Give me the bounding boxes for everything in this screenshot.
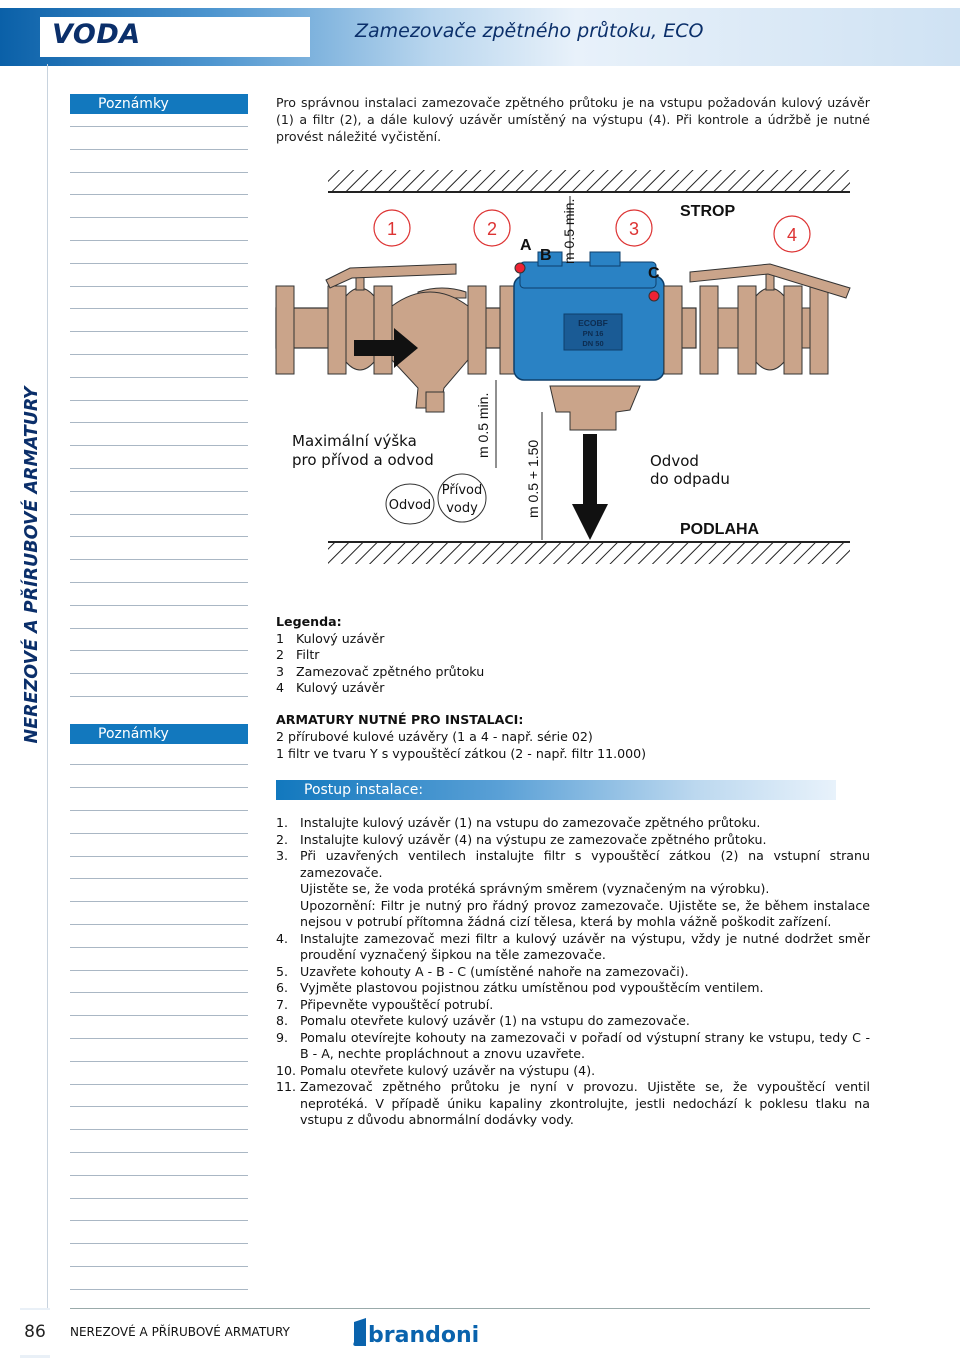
note-line: [70, 308, 248, 309]
page-number: 86: [20, 1310, 50, 1355]
note-line: [70, 377, 248, 378]
note-line: [70, 1152, 248, 1153]
side-divider: [47, 64, 48, 1309]
side-section-title: NEREZOVÉ A PŘÍRUBOVÉ ARMATURY: [22, 386, 42, 744]
inlet-label-1: Přívod: [441, 483, 483, 498]
note-line: [70, 1061, 248, 1062]
tap-c-label: C: [648, 265, 660, 282]
step-item: 9. Pomalu otevírejte kohouty na zamezovači v pořadí od výstupní strany ke vstupu, tedy C - B - A, nechte propláchnout a znovu uzavřete.: [276, 1029, 870, 1061]
page-header: [0, 0, 960, 66]
step-item: Upozornění: Filtr je nutný pro řádný provoz zamezovače. Ujistěte se, že během instalace nejsou v potrubí přítomna žádná cizí tělesa, která by mohla vážně poškodit zařízení.: [300, 897, 870, 929]
step-item: 7. Připevněte vypouštěcí potrubí.: [276, 996, 494, 1012]
note-line: [70, 1198, 248, 1199]
step-item: Ujistěte se, že voda protéká správným směrem (vyznačeným na výrobku).: [300, 881, 770, 896]
note-line: [70, 673, 248, 674]
note-line: [70, 1038, 248, 1039]
inlet-label-2: vody: [446, 501, 478, 516]
note-line: [70, 924, 248, 925]
marker-4: 4: [786, 225, 798, 245]
required-fittings-line: 1 filtr ve tvaru Y s vypouštěcí zátkou (2 - např. filtr 11.000): [276, 746, 647, 761]
legend-item: 4 Kulový uzávěr: [276, 680, 385, 695]
note-line: [70, 1243, 248, 1244]
legend-title: Legenda:: [276, 614, 342, 629]
step-item: 1. Instalujte kulový uzávěr (1) na vstupu do zamezovače zpětného průtoku.: [276, 815, 761, 830]
note-line: [70, 605, 248, 606]
floor-hatch: [328, 542, 850, 564]
note-line: [70, 354, 248, 355]
note-line: [70, 422, 248, 423]
marker-2: 2: [486, 219, 498, 239]
note-line: [70, 1015, 248, 1016]
note-line: [70, 833, 248, 834]
height-range-label: m 0.5 + 1.50: [525, 439, 541, 518]
note-line: [70, 1266, 248, 1267]
ceiling-label: STROP: [680, 203, 736, 220]
note-line: [70, 1175, 248, 1176]
note-line: [70, 1106, 248, 1107]
outlet-label: Odvod: [388, 498, 432, 513]
page-title: VODA: [52, 19, 141, 50]
note-line: [70, 491, 248, 492]
legend-item: 3 Zamezovač zpětného průtoku: [276, 663, 485, 679]
note-line: [70, 468, 248, 469]
step-item: 6. Vyjměte plastovou pojistnou zátku umístěnou pod vypouštěcím ventilem.: [276, 980, 764, 995]
procedure-heading-label: Postup instalace:: [304, 782, 424, 798]
step-item: 8. Pomalu otevřete kulový uzávěr (1) na vstupu do zamezovače.: [276, 1013, 690, 1028]
notes-label-top: Poznámky: [70, 94, 248, 114]
valve-1-handle: [326, 264, 456, 288]
clearance-mid-label: m 0.5 min.: [475, 392, 491, 458]
tap-b-label: B: [540, 247, 552, 264]
marker-3: 3: [628, 219, 640, 239]
note-line: [70, 878, 248, 879]
note-line: [70, 856, 248, 857]
note-line: [70, 263, 248, 264]
note-line: [70, 696, 248, 697]
brand-name: brandoni: [368, 1323, 480, 1348]
step-item: 5. Uzavřete kohouty A - B - C (umístěné nahoře na zamezovači).: [276, 963, 689, 979]
floor-label: PODLAHA: [680, 521, 760, 538]
note-line: [70, 628, 248, 629]
brandoni-logo: [352, 1316, 480, 1350]
note-line: [70, 536, 248, 537]
note-line: [70, 901, 248, 902]
required-fittings: [276, 711, 836, 762]
step-item: 4. Instalujte zamezovač mezi filtr a kulový uzávěr na výstupu, vždy je nutné dodržet směr proudění vyznačený šipkou na těle zamezovače.: [276, 930, 870, 962]
note-line: [70, 1129, 248, 1130]
note-line: [70, 445, 248, 446]
note-line: [70, 126, 248, 127]
note-line: [70, 331, 248, 332]
drain-arrow: [572, 504, 608, 540]
note-line: [70, 764, 248, 765]
plate-text-1: ECOBF: [578, 318, 608, 328]
footer-divider: [70, 1308, 870, 1309]
step-item: 11. Zamezovač zpětného průtoku je nyní v provozu. Ujistěte se, že vypouštěcí ventil neprotéká. V případě úniku kapaliny zkontrolujte, jestli nedochází k poklesu tlaku na vstupu z důvodu abnormální dodávky vody.: [276, 1079, 870, 1127]
step-item: 3. Při uzavřených ventilech instalujte filtr s vypouštěcí zátkou (2) na vstupní stranu zamezovače.: [276, 848, 870, 880]
installation-procedure-heading: [276, 780, 836, 800]
drain-funnel: [550, 386, 640, 430]
max-height-line-1: Maximální výška: [292, 432, 417, 450]
drain-label-1: Odvod: [650, 452, 699, 470]
legend-item: 1 Kulový uzávěr: [276, 630, 385, 646]
note-line: [70, 650, 248, 651]
plate-text-2: PN 16: [582, 329, 604, 338]
plate-text-3: DN 50: [582, 339, 604, 348]
note-line: [70, 1220, 248, 1221]
note-line: [70, 400, 248, 401]
tap-a-label: A: [520, 237, 532, 254]
note-line: [70, 947, 248, 948]
note-line: [70, 1084, 248, 1085]
note-line: [70, 217, 248, 218]
footer-section: NEREZOVÉ A PŘÍRUBOVÉ ARMATURY: [70, 1325, 290, 1339]
step-item: 2. Instalujte kulový uzávěr (4) na výstupu ze zamezovače zpětného průtoku.: [276, 831, 767, 847]
note-line: [70, 582, 248, 583]
note-line: [70, 559, 248, 560]
page-subtitle: Zamezovače zpětného průtoku, ECO: [355, 20, 704, 42]
max-height-line-2: pro přívod a odvod: [292, 451, 434, 469]
note-line: [70, 240, 248, 241]
installation-diagram: [270, 168, 870, 608]
note-line: [70, 787, 248, 788]
note-line: [70, 149, 248, 150]
note-line: [70, 172, 248, 173]
note-line: [70, 194, 248, 195]
note-line: [70, 970, 248, 971]
note-line: [70, 514, 248, 515]
intro-paragraph: Pro správnou instalaci zamezovače zpětného průtoku je na vstupu požadován kulový uzávěr (1) a filtr (2), a dále kulový uzávěr umístěný na výstupu (4). Při kontrole a údržbě je nutné provést náležité vyčistění.: [276, 95, 870, 144]
ceiling-hatch: [328, 170, 850, 192]
clearance-top-label: m 0.5 min.: [561, 198, 577, 264]
procedure-steps: [276, 815, 870, 1129]
legend-item: 2 Filtr: [276, 647, 320, 662]
step-item: 10. Pomalu otevřete kulový uzávěr na výstupu (4).: [276, 1062, 596, 1078]
legend: [276, 614, 676, 697]
required-fittings-title: ARMATURY NUTNÉ PRO INSTALACI:: [276, 712, 524, 727]
note-line: [70, 992, 248, 993]
note-line: [70, 1289, 248, 1290]
notes-label-bottom: Poznámky: [70, 724, 248, 744]
required-fittings-line: 2 přírubové kulové uzávěry (1 a 4 - např. série 02): [276, 729, 593, 744]
drain-label-2: do odpadu: [650, 470, 730, 488]
note-line: [70, 286, 248, 287]
note-line: [70, 810, 248, 811]
marker-1: 1: [386, 219, 398, 239]
